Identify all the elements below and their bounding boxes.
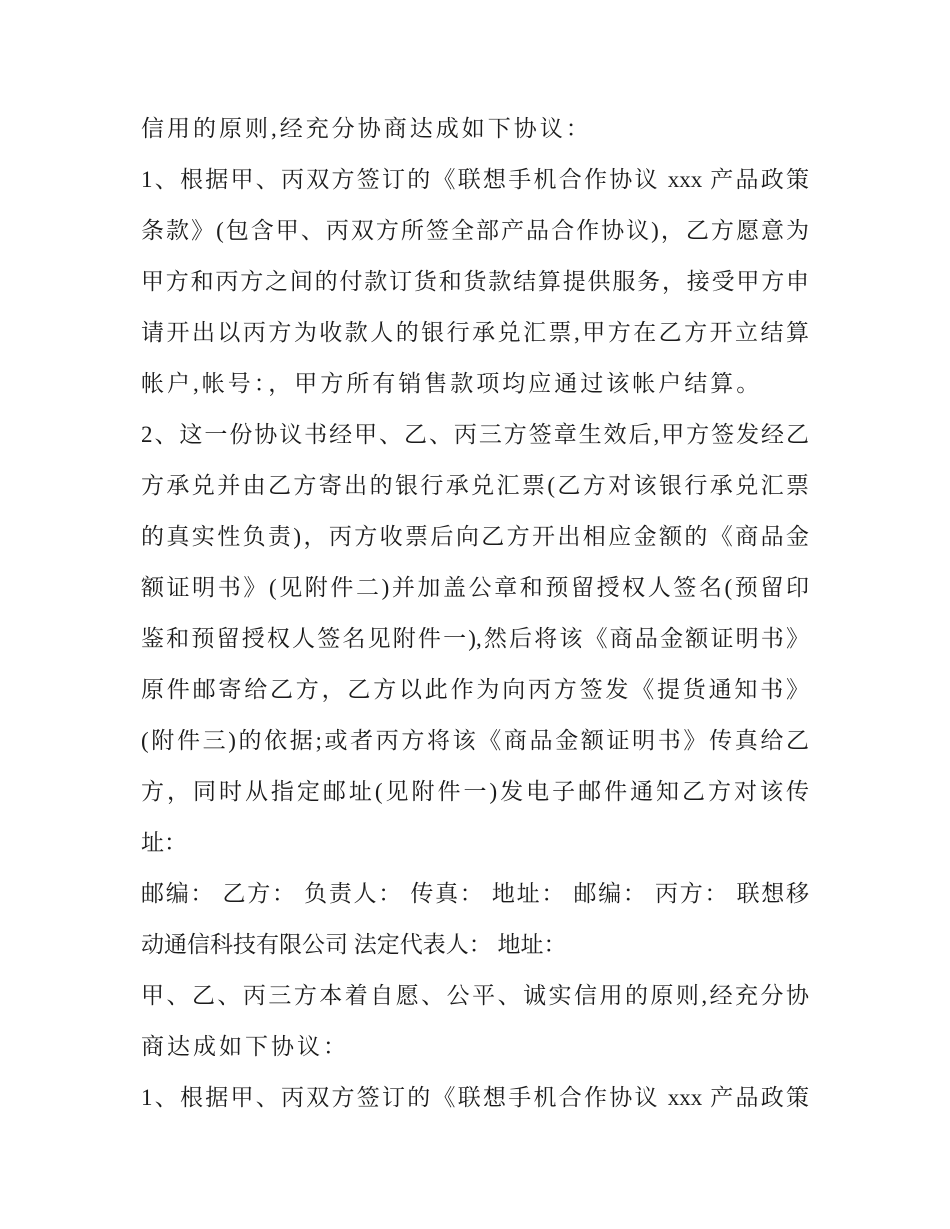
text-line: 方承兑并由乙方寄出的银行承兑汇票(乙方对该银行承兑汇票 <box>141 473 809 498</box>
text-line: 请开出以丙方为收款人的银行承兑汇票,甲方在乙方开立结算 <box>141 320 809 345</box>
text-line: 2、这一份协议书经甲、乙、丙三方签章生效后,甲方签发经乙 <box>141 422 809 447</box>
text-line: 信用的原则,经充分协商达成如下协议： <box>141 116 592 141</box>
text-line: 址： <box>141 830 187 855</box>
text-column <box>141 103 809 1123</box>
text-line: 额证明书》(见附件二)并加盖公章和预留授权人签名(预留印 <box>141 575 809 600</box>
text-line: 商达成如下协议： <box>141 1034 349 1059</box>
text-line: 甲方和丙方之间的付款订货和货款结算提供服务，接受甲方申 <box>141 269 809 294</box>
text-line: 邮编： 乙方： 负责人： 传真： 地址： 邮编： 丙方： 联想移 <box>141 881 809 906</box>
text-line: 1、根据甲、丙双方签订的《联想手机合作协议 xxx 产品政策 <box>141 167 809 192</box>
text-line: 原件邮寄给乙方，乙方以此作为向丙方签发《提货通知书》 <box>141 677 809 702</box>
text-line: 帐户,帐号：，甲方所有销售款项均应通过该帐户结算。 <box>141 371 763 396</box>
text-line: 甲、乙、丙三方本着自愿、公平、诚实信用的原则,经充分协 <box>141 983 809 1008</box>
text-line: 鉴和预留授权人签名见附件一),然后将该《商品金额证明书》 <box>141 626 809 651</box>
text-line: 动通信科技有限公司 法定代表人： 地址： <box>141 932 567 957</box>
text-line: (附件三)的依据;或者丙方将该《商品金额证明书》传真给乙 <box>141 728 809 753</box>
text-line: 方，同时从指定邮址(见附件一)发电子邮件通知乙方对该传 <box>141 779 809 804</box>
text-line: 条款》(包含甲、丙双方所签全部产品合作协议)，乙方愿意为 <box>141 218 809 243</box>
text-line: 的真实性负责)，丙方收票后向乙方开出相应金额的《商品金 <box>141 524 809 549</box>
text-line: 1、根据甲、丙双方签订的《联想手机合作协议 xxx 产品政策 <box>141 1085 809 1110</box>
